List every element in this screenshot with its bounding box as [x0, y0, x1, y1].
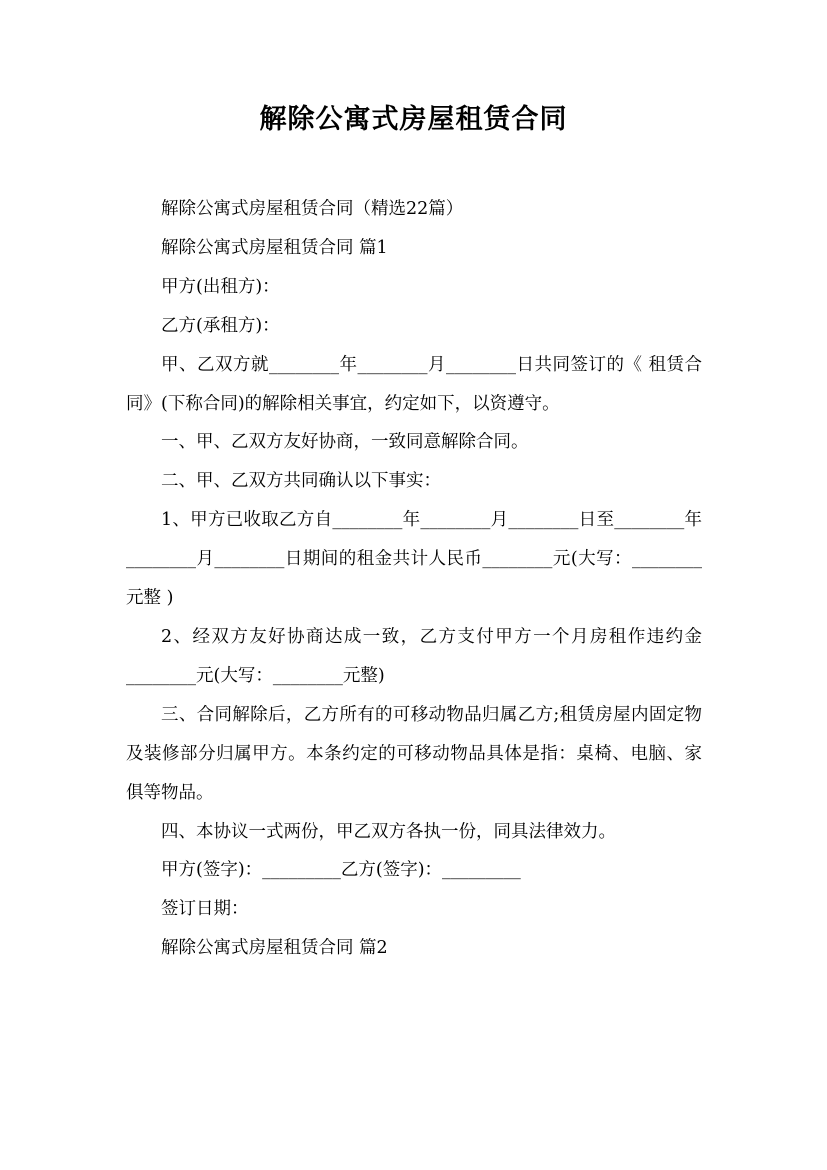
paragraph-party-a: 甲方(出租方)：	[161, 276, 280, 297]
paragraph-section-heading-1: 解除公寓式房屋租赁合同 篇1	[161, 237, 388, 258]
paragraph-collection-title: 解除公寓式房屋租赁合同（精选22篇）	[161, 199, 464, 219]
paragraph-sign-date: 签订日期：	[161, 899, 249, 920]
paragraph-section-heading-2: 解除公寓式房屋租赁合同 篇2	[161, 938, 388, 959]
paragraph-clause-1: 一、甲、乙双方友好协商，一致同意解除合同。	[161, 432, 529, 453]
paragraph-clause-2-item-2: 2、经双方友好协商达成一致，乙方支付甲方一个月房租作违约金________元(大写：________元整)	[126, 626, 702, 686]
paragraph-preamble: 甲、乙双方就________年________月________日共同签订的《 租赁合同》(下称合同)的解除相关事宜，约定如下，以资遵守。	[126, 354, 702, 414]
paragraph-clause-2: 二、甲、乙双方共同确认以下事实：	[161, 471, 441, 492]
paragraph-clause-3: 三、合同解除后，乙方所有的可移动物品归属乙方;租赁房屋内固定物及装修部分归属甲方。本条约定的可移动物品具体是指：桌椅、电脑、家俱等物品。	[126, 704, 702, 803]
paragraph-clause-2-item-1: 1、甲方已收取乙方自________年________月________日至________年________月________日期间的租金共计人民币________元(大写：________元整 )	[126, 510, 702, 609]
document-body	[126, 190, 702, 968]
paragraph-clause-4: 四、本协议一式两份，甲乙双方各执一份，同具法律效力。	[161, 821, 616, 842]
document-title: 解除公寓式房屋租赁合同	[259, 104, 568, 135]
paragraph-party-b: 乙方(承租方)：	[161, 315, 280, 336]
paragraph-signatures: 甲方(签字)：_________乙方(签字)：_________	[161, 860, 521, 881]
